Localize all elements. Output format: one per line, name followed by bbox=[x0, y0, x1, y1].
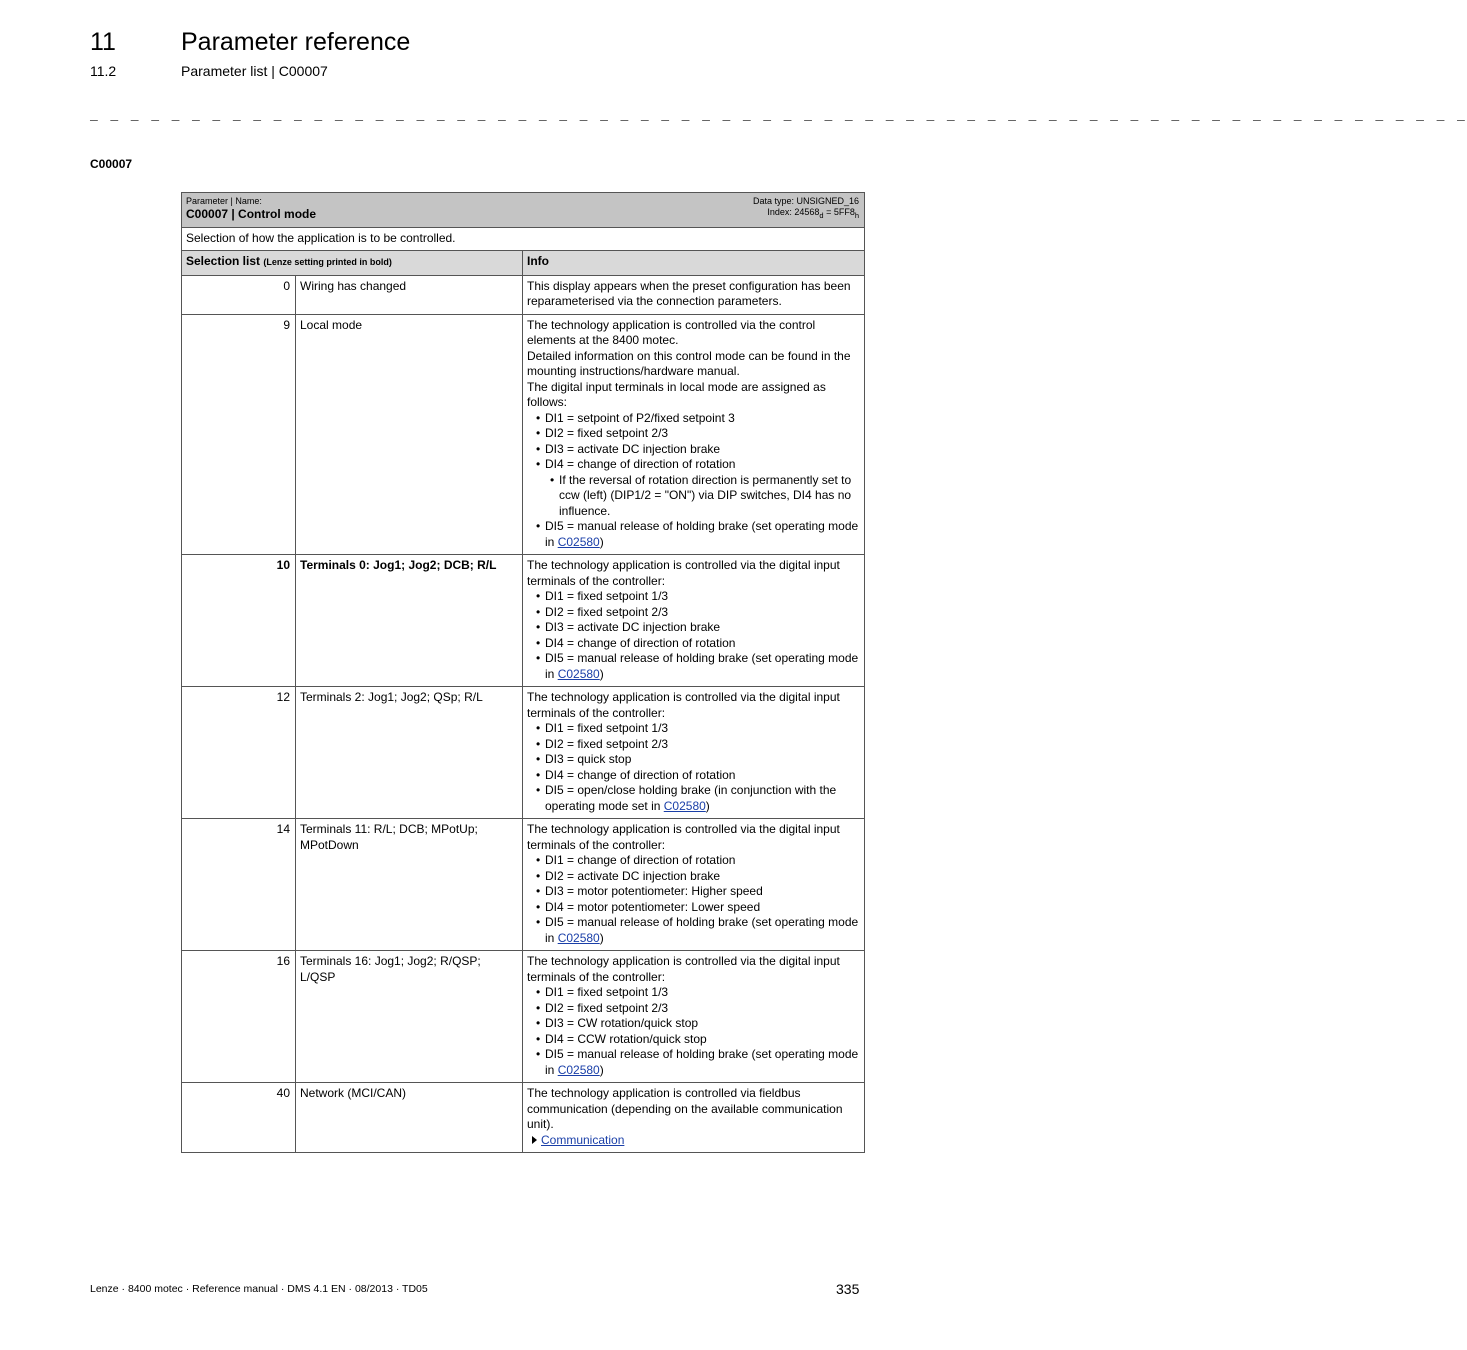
selection-info: The technology application is controlled via the digital input terminals of the controller: • DI1 = fixed setpoint 1/3 • DI2 = fixed setpoint 2/3 • DI3 = quick stop • DI4 = change of direction of rotation • DI5 = open/close holding brake (in conjunction with the operating mode set in C02580) bbox=[523, 687, 865, 819]
table-row bbox=[182, 687, 865, 819]
table-row bbox=[182, 1083, 865, 1153]
terminal-list: • DI1 = fixed setpoint 1/3 • DI2 = fixed setpoint 2/3 • DI3 = CW rotation/quick stop • DI4 = CCW rotation/quick stop • DI5 = manual release of holding brake (set operating mode in C02580) bbox=[527, 985, 859, 1078]
parameter-index: Index: $24568_d = 5FF8_h$ bbox=[767, 207, 860, 220]
selection-note: (Lenze setting printed in bold) bbox=[263, 257, 392, 267]
selection-value: 16 bbox=[182, 951, 296, 1083]
selection-value: 10 bbox=[182, 555, 296, 687]
info-label: Info bbox=[523, 251, 865, 276]
table-row bbox=[182, 555, 865, 687]
section-title: Parameter list | C00007 bbox=[181, 63, 328, 79]
arrow-right-icon bbox=[532, 1136, 537, 1144]
selection-info: The technology application is controlled via the control elements at the 8400 motec. Detailed information on this control mode can be found in the mounting instructions/hardware manual. The digital input terminals in local mode are assigned as follows: • DI1 = setpoint of P2/fixed setpoint 3 • DI2 = fixed setpoint 2/3 • DI3 = activate DC injection brake • DI4 = change of direction of rotation • If the reversal of rotation direction is permanently set to ccw (left) (DIP1/2 = "ON") via DIP switches, DI4 has no influence. • DI5 = manual release of holding brake (set operating mode in C02580) bbox=[523, 314, 865, 555]
selection-label: Terminals 11: R/L; DCB; MPotUp; MPotDown bbox=[296, 819, 523, 951]
selection-info: The technology application is controlled via the digital input terminals of the controller: • DI1 = fixed setpoint 1/3 • DI2 = fixed setpoint 2/3 • DI3 = activate DC injection brake • DI4 = change of direction of rotation • DI5 = manual release of holding brake (set operating mode in C02580) bbox=[523, 555, 865, 687]
parameter-description: Selection of how the application is to be controlled. bbox=[182, 227, 865, 251]
selection-label: Network (MCI/CAN) bbox=[296, 1083, 523, 1153]
link-communication[interactable]: Communication bbox=[541, 1132, 625, 1147]
selection-header-row bbox=[182, 251, 865, 276]
selection-label: Wiring has changed bbox=[296, 275, 523, 314]
link-c02580[interactable]: C02580 bbox=[557, 666, 600, 681]
table-row bbox=[182, 951, 865, 1083]
header-separator: _ _ _ _ _ _ _ _ _ _ _ _ _ _ _ _ _ _ _ _ _ _ _ _ _ _ _ _ _ _ _ _ _ _ _ _ _ _ _ _ _ _ _ _ _ _ _ _ _ _ _ _ _ _ _ _ _ _ _ _ _ _ _ _ _ _ _ _ bbox=[90, 108, 1467, 123]
page-number: 335 bbox=[836, 1281, 860, 1297]
table-row bbox=[182, 314, 865, 555]
selection-value: 9 bbox=[182, 314, 296, 555]
link-c02580[interactable]: C02580 bbox=[557, 534, 600, 549]
selection-value: 14 bbox=[182, 819, 296, 951]
footer-document-info: Lenze · 8400 motec · Reference manual · DMS 4.1 EN · 08/2013 · TD05 bbox=[90, 1283, 428, 1295]
selection-value: 12 bbox=[182, 687, 296, 819]
terminal-list: • DI1 = change of direction of rotation • DI2 = activate DC injection brake • DI3 = motor potentiometer: Higher speed • DI4 = motor potentiometer: Lower speed • DI5 = manual release of holding brake (set operating mode in C02580) bbox=[527, 853, 859, 946]
link-c02580[interactable]: C02580 bbox=[557, 930, 600, 945]
selection-info: This display appears when the preset configuration has been reparameterised via the connection parameters. bbox=[523, 275, 865, 314]
chapter-title: Parameter reference bbox=[181, 28, 411, 56]
parameter-table bbox=[181, 192, 865, 1153]
selection-info: The technology application is controlled via the digital input terminals of the controller: • DI1 = change of direction of rotation • DI2 = activate DC injection brake • DI3 = motor potentiometer: Higher speed • DI4 = motor potentiometer: Lower speed • DI5 = manual release of holding brake (set operating mode in C02580) bbox=[523, 819, 865, 951]
selection-list-label: Selection list bbox=[186, 254, 261, 268]
terminal-list: • DI1 = fixed setpoint 1/3 • DI2 = fixed setpoint 2/3 • DI3 = activate DC injection brake • DI4 = change of direction of rotation • DI5 = manual release of holding brake (set operating mode in C02580) bbox=[527, 589, 859, 682]
selection-info: The technology application is controlled via the digital input terminals of the controller: • DI1 = fixed setpoint 1/3 • DI2 = fixed setpoint 2/3 • DI3 = CW rotation/quick stop • DI4 = CCW rotation/quick stop • DI5 = manual release of holding brake (set operating mode in C02580) bbox=[523, 951, 865, 1083]
selection-value: 40 bbox=[182, 1083, 296, 1153]
table-row bbox=[182, 819, 865, 951]
table-row bbox=[182, 275, 865, 314]
selection-value: 0 bbox=[182, 275, 296, 314]
terminal-list: • DI1 = setpoint of P2/fixed setpoint 3 • DI2 = fixed setpoint 2/3 • DI3 = activate DC injection brake • DI4 = change of direction of rotation • If the reversal of rotation direction is permanently set to ccw (left) (DIP1/2 = "ON") via DIP switches, DI4 has no influence. • DI5 = manual release of holding brake (set operating mode in C02580) bbox=[527, 411, 859, 551]
parameter-heading: C00007 bbox=[90, 157, 133, 171]
selection-info: The technology application is controlled via fieldbus communication (depending on the available communication unit). Communication bbox=[523, 1083, 865, 1153]
selection-label: Terminals 2: Jog1; Jog2; QSp; R/L bbox=[296, 687, 523, 819]
selection-label: Terminals 0: Jog1; Jog2; DCB; R/L bbox=[296, 555, 523, 687]
section-number: 11.2 bbox=[90, 63, 117, 79]
terminal-list: • DI1 = fixed setpoint 1/3 • DI2 = fixed setpoint 2/3 • DI3 = quick stop • DI4 = change of direction of rotation • DI5 = open/close holding brake (in conjunction with the operating mode set in C02580) bbox=[527, 721, 859, 814]
chapter-number: 11 bbox=[90, 28, 116, 56]
selection-label: Local mode bbox=[296, 314, 523, 555]
selection-label: Terminals 16: Jog1; Jog2; R/QSP; L/QSP bbox=[296, 951, 523, 1083]
parameter-name: C00007 | Control mode bbox=[186, 207, 317, 221]
header-caption: Parameter | Name: bbox=[186, 196, 262, 206]
data-type: Data type: UNSIGNED_16 bbox=[752, 196, 860, 206]
table-header-row bbox=[182, 193, 865, 228]
link-c02580[interactable]: C02580 bbox=[557, 1062, 600, 1077]
description-row bbox=[182, 227, 865, 251]
link-c02580[interactable]: C02580 bbox=[663, 798, 706, 813]
